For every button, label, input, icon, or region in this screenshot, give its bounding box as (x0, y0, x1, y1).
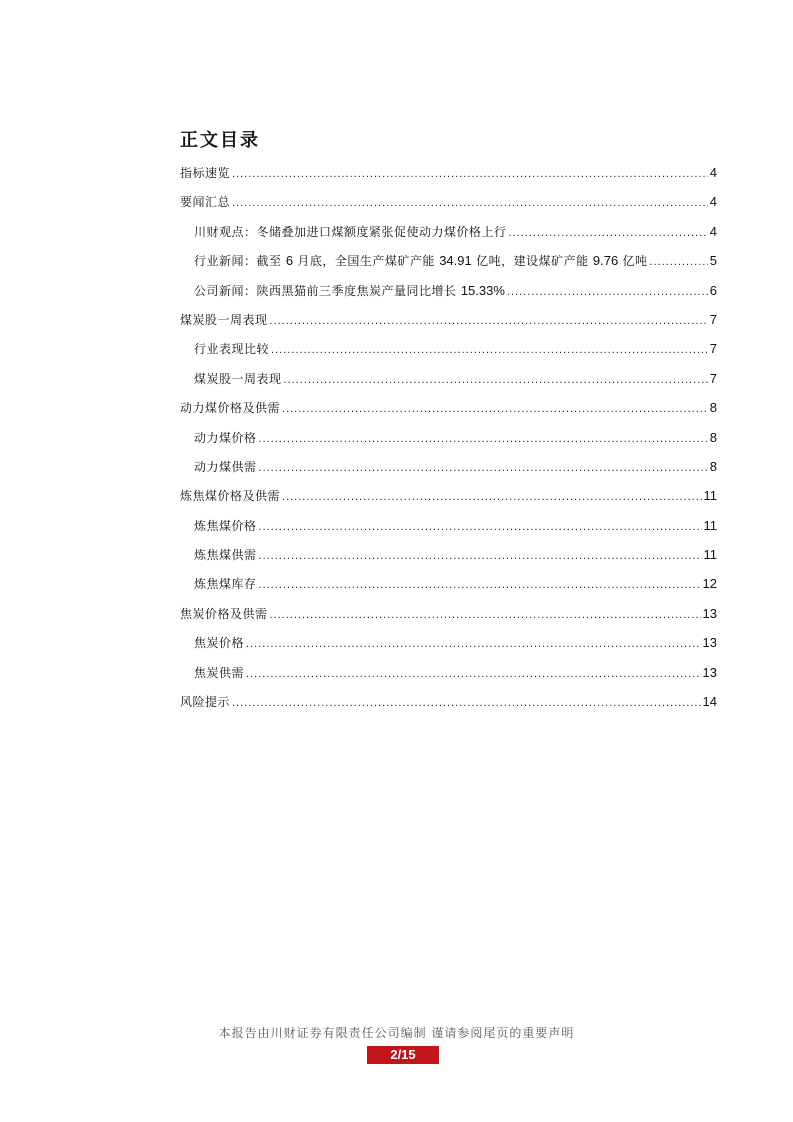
toc-label-number: 34.91 (439, 253, 472, 269)
toc-page-number: 11 (703, 547, 717, 563)
toc-dot-leader (232, 189, 708, 218)
toc-entry-label: 煤炭股一周表现 (180, 312, 268, 327)
toc-page-number: 8 (709, 458, 717, 474)
toc-dot-leader (271, 336, 708, 365)
toc-page-number: 7 (709, 311, 717, 327)
toc-dot-leader (259, 454, 708, 483)
toc-entry-thermal-coal[interactable] (180, 393, 717, 422)
toc-entry-label (194, 276, 505, 306)
toc-label-part: 亿吨 (618, 254, 648, 269)
toc-entry-coking-coal-supply[interactable] (180, 540, 717, 569)
toc-page-number: 4 (709, 194, 717, 210)
table-of-contents (180, 158, 717, 716)
toc-label-part: 行业新闻：截至 (194, 254, 286, 269)
toc-label-number: 6 (285, 253, 294, 269)
toc-label-number: 15.33% (460, 282, 505, 298)
toc-entry-label (194, 246, 648, 276)
toc-entry-thermal-coal-supply[interactable] (180, 452, 717, 481)
toc-page-number: 7 (709, 370, 717, 386)
toc-dot-leader (232, 160, 708, 189)
toc-label-part: 月底，全国生产煤矿产能 (293, 254, 440, 269)
toc-dot-leader (270, 601, 701, 630)
toc-entry-chuancai-view[interactable] (180, 217, 717, 246)
toc-dot-leader (259, 513, 702, 542)
toc-entry-news-summary[interactable] (180, 187, 717, 216)
toc-dot-leader (259, 571, 701, 600)
toc-dot-leader (650, 248, 708, 277)
toc-page-number: 13 (702, 635, 717, 651)
toc-dot-leader (246, 630, 701, 659)
toc-entry-coke[interactable] (180, 599, 717, 628)
toc-entry-label: 炼焦煤供需 (194, 548, 257, 563)
toc-dot-leader (259, 542, 702, 571)
toc-dot-leader (509, 219, 708, 248)
toc-page-number: 8 (709, 429, 717, 445)
toc-page-number: 7 (709, 341, 717, 357)
toc-page-number: 12 (702, 576, 717, 592)
toc-page-number: 11 (703, 488, 717, 504)
toc-entry-label: 要闻汇总 (180, 195, 231, 210)
toc-entry-label: 川财观点：冬储叠加进口煤额度紧张促使动力煤价格上行 (194, 224, 507, 239)
toc-entry-industry-news[interactable] (180, 246, 717, 275)
toc-page-number: 4 (709, 165, 717, 180)
toc-dot-leader (270, 307, 708, 336)
toc-page-number: 5 (709, 253, 717, 269)
toc-entry-label: 煤炭股一周表现 (194, 371, 282, 386)
toc-page-number: 14 (702, 694, 717, 710)
toc-entry-company-news[interactable] (180, 276, 717, 305)
toc-entry-label: 动力煤价格及供需 (180, 401, 281, 416)
toc-page-number: 13 (702, 664, 717, 680)
toc-dot-leader (232, 689, 701, 718)
toc-entry-label: 动力煤供需 (194, 459, 257, 474)
toc-label-part: 公司新闻：陕西黑猫前三季度焦炭产量同比增长 (194, 283, 461, 298)
toc-entry-coking-coal[interactable] (180, 481, 717, 510)
toc-entry-coal-stock-weekly[interactable] (180, 305, 717, 334)
toc-dot-leader (282, 483, 701, 512)
toc-page-number: 11 (703, 517, 717, 533)
toc-entry-label: 炼焦煤价格及供需 (180, 489, 281, 504)
toc-entry-label: 指标速览 (180, 166, 231, 180)
toc-entry-label: 行业表现比较 (194, 342, 270, 357)
toc-page-number: 6 (709, 282, 717, 298)
toc-dot-leader (259, 425, 708, 454)
toc-entry-label: 动力煤价格 (194, 430, 257, 445)
toc-entry-thermal-coal-price[interactable] (180, 423, 717, 452)
toc-entry-coke-price[interactable] (180, 628, 717, 657)
toc-entry-label: 焦炭供需 (194, 665, 245, 680)
toc-entry-label: 炼焦煤价格 (194, 518, 257, 533)
toc-entry-label: 焦炭价格 (194, 636, 245, 651)
page-number-badge: 2/15 (367, 1046, 439, 1064)
toc-entry-coking-coal-price[interactable] (180, 511, 717, 540)
toc-label-part: 亿吨，建设煤矿产能 (471, 254, 593, 269)
toc-entry-industry-comparison[interactable] (180, 334, 717, 363)
toc-page-number: 8 (709, 400, 717, 416)
toc-entry-indicators[interactable] (180, 158, 717, 187)
toc-entry-coal-stock-weekly-sub[interactable] (180, 364, 717, 393)
toc-entry-coke-supply[interactable] (180, 658, 717, 687)
toc-entry-label: 焦炭价格及供需 (180, 606, 268, 621)
toc-dot-leader (284, 366, 708, 395)
toc-page-number: 4 (709, 223, 717, 239)
toc-dot-leader (507, 278, 708, 307)
toc-label-number: 9.76 (592, 253, 619, 269)
toc-entry-label: 风险提示 (180, 695, 231, 710)
toc-dot-leader (246, 660, 701, 689)
toc-entry-label: 炼焦煤库存 (194, 577, 257, 592)
toc-entry-risk-warning[interactable] (180, 687, 717, 716)
toc-entry-coking-coal-inventory[interactable] (180, 569, 717, 598)
toc-page-number: 13 (702, 605, 717, 621)
toc-dot-leader (282, 395, 708, 424)
toc-title: 正文目录 (180, 130, 260, 151)
footer-disclaimer: 本报告由川财证券有限责任公司编制 谨请参阅尾页的重要声明 (218, 1026, 575, 1040)
